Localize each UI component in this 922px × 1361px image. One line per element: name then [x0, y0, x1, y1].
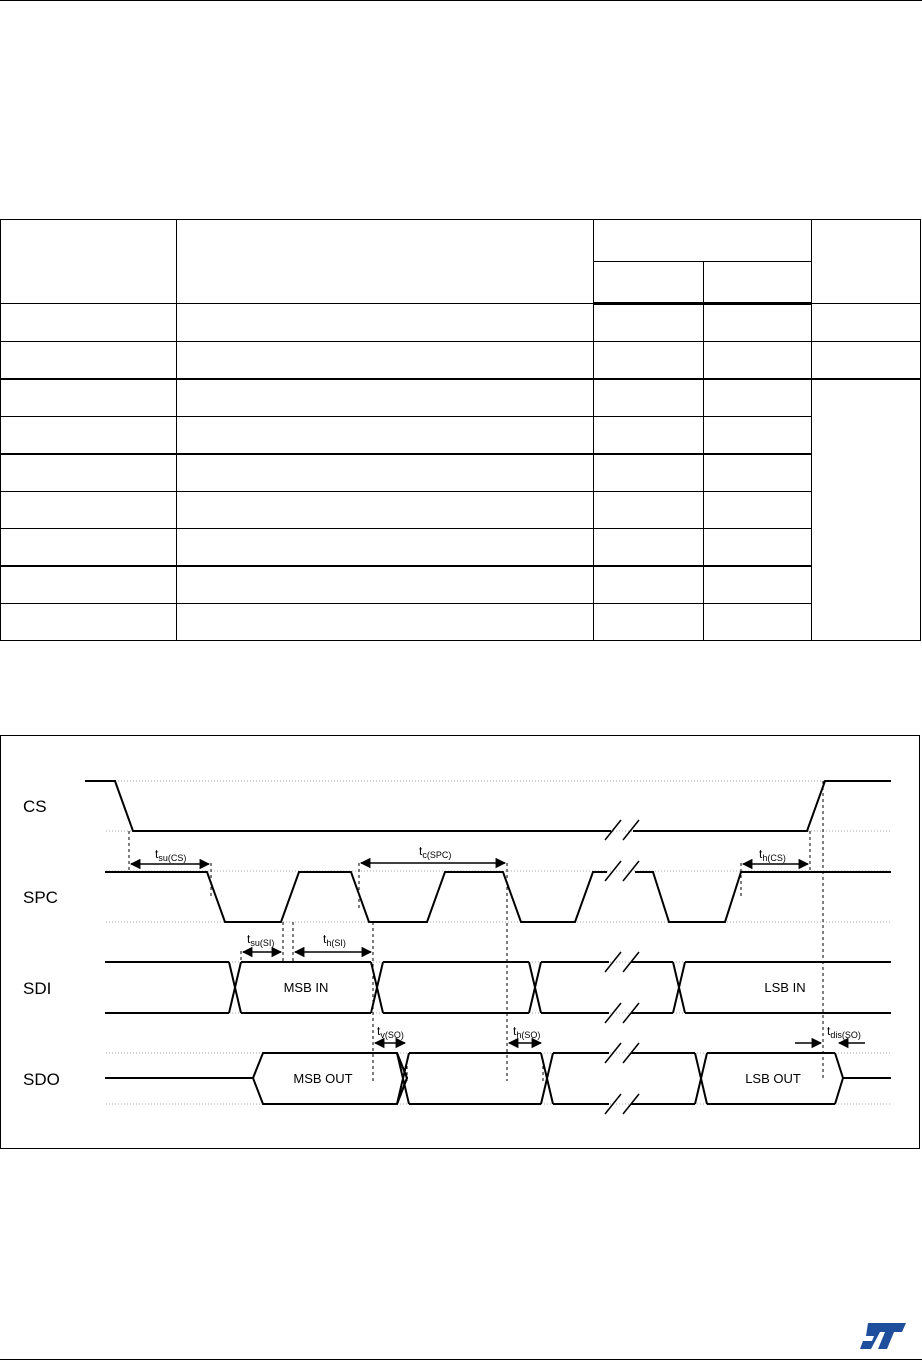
th-cs-label: $t_{h(CS)}$ [759, 847, 786, 863]
header-cell-symbol [1, 220, 177, 304]
header-cell-value [594, 220, 812, 262]
tv-so-label: $t_{v(SO)}$ [377, 1024, 404, 1040]
msb-in-label: MSB IN [283, 980, 329, 995]
tsu-si-label: $t_{su(SI)}$ [247, 932, 275, 948]
signal-label-sdo: SDO [23, 1070, 60, 1089]
signal-label-spc: SPC [23, 888, 58, 907]
spi-timing-diagram [0, 735, 920, 1149]
footer-rule [0, 1359, 922, 1360]
st-logo-icon [858, 1321, 908, 1351]
table-row [1, 304, 921, 342]
reference-gridlines [106, 781, 891, 1104]
table-row [1, 342, 921, 380]
lsb-out-label: LSB OUT [745, 1071, 801, 1086]
cs-waveform [85, 781, 611, 831]
table-row [1, 604, 921, 641]
header-cell-parameter [177, 220, 594, 304]
table-row [1, 492, 921, 529]
header-cell-max [704, 262, 812, 304]
header-cell-min [594, 262, 704, 304]
table-row [1, 379, 921, 417]
header-rule [0, 0, 922, 1]
cs-waveform-end [633, 781, 891, 831]
signal-label-cs: CS [23, 797, 47, 816]
time-break-marks [605, 820, 639, 1114]
table-header-row [1, 220, 921, 262]
tsu-cs-label: $t_{su(CS)}$ [155, 847, 187, 863]
th-so-label: $t_{h(SO)}$ [513, 1024, 541, 1040]
spi-timing-table [0, 219, 921, 641]
msb-out-label: MSB OUT [293, 1071, 353, 1086]
table-row [1, 529, 921, 567]
spc-waveform [105, 872, 607, 922]
spc-waveform-end [635, 872, 891, 922]
merged-unit-cell [812, 379, 921, 641]
table-row [1, 417, 921, 455]
header-cell-unit [812, 220, 921, 304]
th-si-label: $t_{h(SI)}$ [323, 932, 346, 948]
table-row [1, 566, 921, 604]
table-row [1, 454, 921, 492]
tdis-so-label: $t_{dis(SO)}$ [827, 1024, 861, 1040]
timing-guides [129, 781, 823, 1081]
signal-label-sdi: SDI [23, 979, 52, 998]
tc-spc-label: $t_{c(SPC)}$ [419, 844, 452, 860]
lsb-in-label: LSB IN [764, 980, 806, 995]
